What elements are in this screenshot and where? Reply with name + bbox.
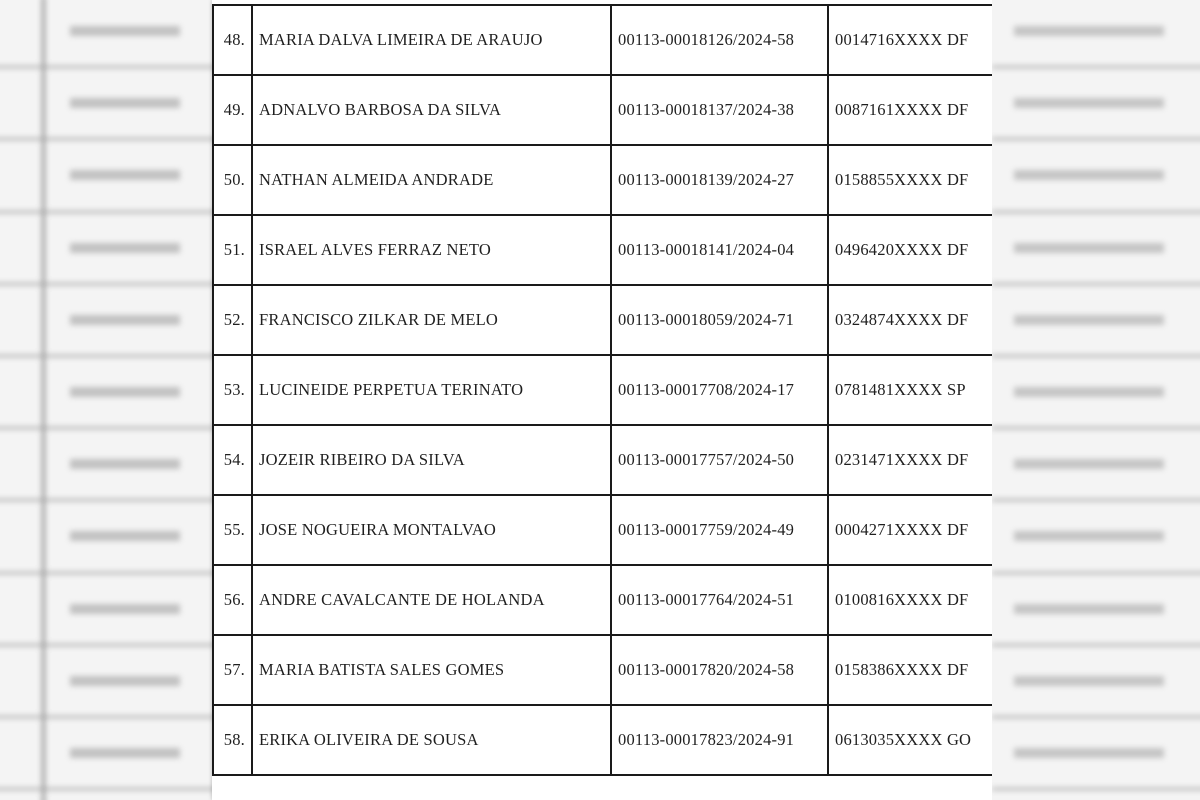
document-id: 0231471XXXX DF	[828, 425, 992, 495]
document-id: 0613035XXXX GO	[828, 705, 992, 775]
table-row	[213, 565, 992, 635]
process-number: 00113-00017823/2024-91	[611, 705, 828, 775]
row-number: 54.	[213, 425, 252, 495]
person-name: ADNALVO BARBOSA DA SILVA	[252, 75, 611, 145]
row-number: 53.	[213, 355, 252, 425]
table-row	[213, 635, 992, 705]
table-row	[213, 75, 992, 145]
blurred-right-background	[992, 0, 1200, 800]
person-name: JOSE NOGUEIRA MONTALVAO	[252, 495, 611, 565]
table-row	[213, 285, 992, 355]
row-number: 52.	[213, 285, 252, 355]
table-row	[213, 145, 992, 215]
records-table	[212, 4, 992, 776]
person-name: MARIA BATISTA SALES GOMES	[252, 635, 611, 705]
process-number: 00113-00017757/2024-50	[611, 425, 828, 495]
person-name: NATHAN ALMEIDA ANDRADE	[252, 145, 611, 215]
process-number: 00113-00017820/2024-58	[611, 635, 828, 705]
row-number: 50.	[213, 145, 252, 215]
person-name: ANDRE CAVALCANTE DE HOLANDA	[252, 565, 611, 635]
row-number: 49.	[213, 75, 252, 145]
process-number: 00113-00017708/2024-17	[611, 355, 828, 425]
document-id: 0781481XXXX SP	[828, 355, 992, 425]
person-name: FRANCISCO ZILKAR DE MELO	[252, 285, 611, 355]
process-number: 00113-00017764/2024-51	[611, 565, 828, 635]
row-number: 57.	[213, 635, 252, 705]
process-number: 00113-00018139/2024-27	[611, 145, 828, 215]
process-number: 00113-00018141/2024-04	[611, 215, 828, 285]
table-row	[213, 425, 992, 495]
document-id: 0087161XXXX DF	[828, 75, 992, 145]
table-row	[213, 5, 992, 75]
process-number: 00113-00018137/2024-38	[611, 75, 828, 145]
row-number: 51.	[213, 215, 252, 285]
row-number: 58.	[213, 705, 252, 775]
process-number: 00113-00017759/2024-49	[611, 495, 828, 565]
document-page	[212, 0, 992, 800]
blurred-left-background	[0, 0, 212, 800]
person-name: ISRAEL ALVES FERRAZ NETO	[252, 215, 611, 285]
blurred-rows-left	[0, 0, 212, 800]
blurred-rows-right	[992, 0, 1200, 800]
document-id: 0496420XXXX DF	[828, 215, 992, 285]
row-number: 56.	[213, 565, 252, 635]
row-number: 48.	[213, 5, 252, 75]
document-id: 0004271XXXX DF	[828, 495, 992, 565]
row-number: 55.	[213, 495, 252, 565]
person-name: JOZEIR RIBEIRO DA SILVA	[252, 425, 611, 495]
person-name: ERIKA OLIVEIRA DE SOUSA	[252, 705, 611, 775]
table-row	[213, 495, 992, 565]
table-row	[213, 355, 992, 425]
document-id: 0100816XXXX DF	[828, 565, 992, 635]
document-id: 0324874XXXX DF	[828, 285, 992, 355]
process-number: 00113-00018126/2024-58	[611, 5, 828, 75]
document-id: 0158386XXXX DF	[828, 635, 992, 705]
process-number: 00113-00018059/2024-71	[611, 285, 828, 355]
document-id: 0158855XXXX DF	[828, 145, 992, 215]
table-row	[213, 215, 992, 285]
table-row	[213, 705, 992, 775]
person-name: LUCINEIDE PERPETUA TERINATO	[252, 355, 611, 425]
document-id: 0014716XXXX DF	[828, 5, 992, 75]
person-name: MARIA DALVA LIMEIRA DE ARAUJO	[252, 5, 611, 75]
